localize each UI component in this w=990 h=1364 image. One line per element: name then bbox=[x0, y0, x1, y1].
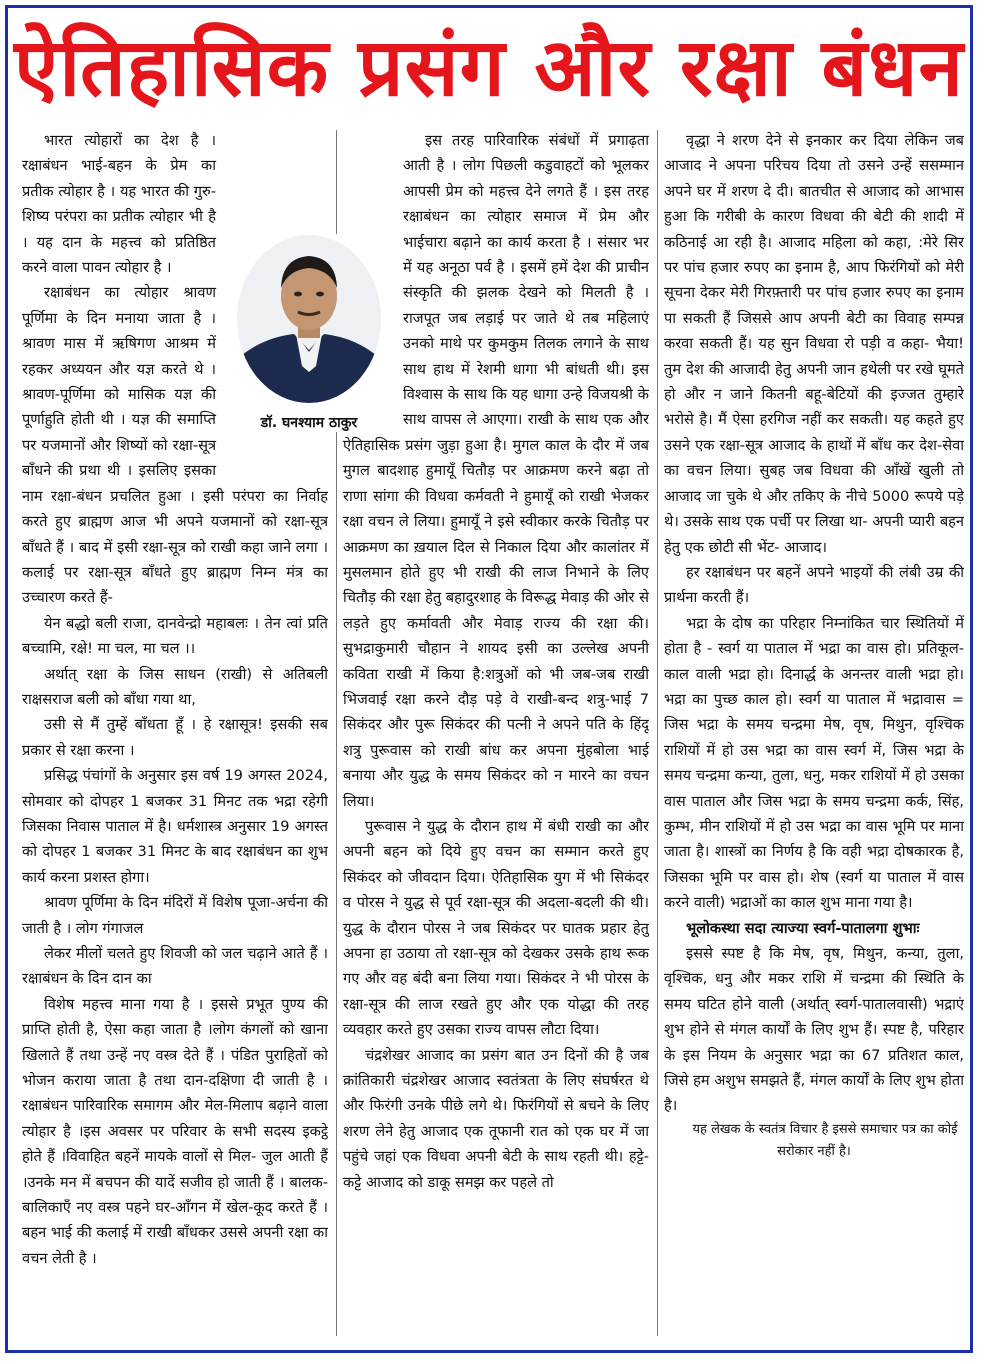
paragraph: हर रक्षाबंधन पर बहनें अपने भाइयों की लंबी उम्र की प्रार्थना करती हैं। bbox=[664, 563, 964, 607]
headline: ऐतिहासिक प्रसंग और रक्षा बंधन bbox=[14, 21, 964, 114]
paragraph: उसी से मैं तुम्हें बाँधता हूँ । हे रक्षासूत्र! इसकी सब प्रकार से रक्षा करना । bbox=[22, 716, 328, 759]
paragraph: इस तरह पारिवारिक संबंधों में प्रगाढ़ता आती है । लोग पिछली कडुवाहटों को भूलकर आपसी प्रेम को महत्त्व देने लगते हैं । इस तरह रक्षाबंधन का त्योहार समाज में प्रेम और भाईचारा बढ़ाने का कार्य करता है । संसार भर में यह अनूठा पर्व है । इसमें हमें देश की प्राचीन संस्कृति की झलक देखने को मिलती है । राजपूत जब लड़ाई पर जाते थे तब महिलाएं उनको माथे पर कुमकुम तिलक लगाने के साथ साथ हाथ में रेशमी धागा भी बांधती थी। इस विश्वास के साथ कि यह धागा उन्हे विजयश्री के साथ वापस ले आएगा। राखी के साथ एक और ऐतिहासिक प्रसंग जुड़ा हुआ है। मुगल काल के दौर में जब मुगल बादशाह हुमायूँ चितौड़ पर आक्रमण करने बढ़ा तो राणा सांगा की विधवा कर्मवती ने हुमायूँ को राखी भेजकर रक्षा वचन ले लिया। हुमायूँ ने इसे स्वीकार करके चितौड़ पर आक्रमण का ख़याल दिल से निकाल दिया और कालांतर में मुसलमान होते हुए भी राखी की लाज निभाने के लिए चितौड़ की रक्षा हेतु बहादुरशाह के विरूद्ध मेवाड़ की ओर से लड़ते हुए कर्मावती और मेवाड़ राज्य की रक्षा की। सुभद्राकुमारी चौहान ने शायद इसी का उल्लेख अपनी कविता राखी में किया है:शत्रुओं को भी जब-जब राखी भिजवाई रक्षा करने दौड़ पड़े वे राखी-बन्द शत्रु-भाई 7 सिकंदर और पुरू सिकंदर की पत्नी ने अपने पति के हिंदू शत्रु पुरूवास को राखी बांध कर अपना मुंहबोला भाई बनाया और युद्ध के समय सिकंदर को न मारने का वचन लिया। bbox=[343, 132, 649, 810]
author-portrait-image bbox=[234, 234, 384, 404]
paragraph: लेकर मीलों चलते हुए शिवजी को जल चढ़ाने आते हैं । रक्षाबंधन के दिन दान का bbox=[22, 945, 328, 988]
shloka: भूलोकस्था सदा त्याज्या स्वर्ग-पातालगा शुभाः bbox=[686, 919, 920, 937]
column-divider bbox=[657, 130, 658, 1336]
closing-paragraph: इससे स्पष्ट है कि मेष, वृष, मिथुन, कन्या, तुला, वृश्चिक, धनु और मकर राशि में चन्द्रमा की स्थिति के समय घटित होने वाली (अर्थात् स्वर्ग-पातालवासी) भद्राएं शुभ होने से मंगल कार्यों के लिए शुभ हैं। स्पष्ट है, परिहार के इस नियम के अनुसार भद्रा का 67 प्रतिशत काल, जिसे हम अशुभ समझते हैं, मंगल कार्यों के लिए शुभ होता है। bbox=[664, 945, 964, 1115]
paragraph: विशेष महत्त्व माना गया है । इससे प्रभूत पुण्य की प्राप्ति होती है, ऐसा कहा जाता है ।लोग कंगलों को खाना खिलाते हैं तथा उन्हें नए वस्त्र देते हैं । पंडित पुराहितों को भोजन कराया जाता है तथा दान-दक्षिणा दी जाती है । रक्षाबंधन पारिवारिक समागम और मेल-मिलाप बढ़ाने वाला त्योहार है ।इस अवसर पर परिवार के सभी सदस्य इकट्ठे होते हैं ।विवाहित बहनें मायके वालों से मिल- जुल आती हैं ।उनके मन में बचपन की यादें सजीव हो जाती हैं । बालक-बालिकाएँ नए वस्त्र पहने घर-आँगन में खेल-कूद करते हैं ।बहन भाई की कलाई में राखी बाँधकर उससे अपनी रक्षा का वचन लेती है । bbox=[22, 995, 328, 1267]
author-photo bbox=[226, 234, 392, 432]
paragraph: पुरूवास ने युद्ध के दौरान हाथ में बंधी राखी का और अपनी बहन को दिये हुए वचन का सम्मान करते हुए सिकंदर को जीवदान दिया। ऐतिहासिक युग में भी सिकंदर व पोरस ने युद्ध से पूर्व रक्षा-सूत्र की अदला-बदली की थी। युद्ध के दौरान पोरस ने जब सिकंदर पर घातक प्रहार हेतु अपना हा उठाया तो रक्षा-सूत्र को देखकर उसके हाथ रूक गए और वह बंदी बना लिया गया। सिकंदर ने भी पोरस के रक्षा-सूत्र की लाज रखते हुए और एक योद्धा की तरह व्यवहार करते हुए उसका राज्य वापस लौटा दिया। bbox=[343, 817, 649, 1039]
author-byline: डॉ. घनश्याम ठाकुर bbox=[260, 415, 358, 431]
paragraph: भारत त्योहारों का देश है । रक्षाबंधन भाई-बहन के प्रेम का प्रतीक त्योहार है । यह भारत की गुरु-शिष्य परंपरा का प्रतीक त्योहार भी है । यह दान के महत्त्व को प्रतिष्ठित करने वाला पावन त्योहार है । bbox=[22, 132, 216, 277]
paragraph: रक्षाबंधन का त्योहार श्रावण पूर्णिमा के दिन मनाया जाता है । श्रावण मास में ऋषिगण आश्रम में रहकर अध्ययन और यज्ञ करते थे ।श्रावण-पूर्णिमा को मासिक यज्ञ की पूर्णाहुति होती थी । यज्ञ की समाप्ति पर यजमानों और शिष्यों को रक्षा-सूत्र बाँधने की प्रथा थी । इसलिए इसका नाम रक्षा-बंधन प्रचलित हुआ । इसी परंपरा का निर्वाह करते हुए ब्राह्मण आज भी अपने यजमानों को रक्षा-सूत्र बाँधते हैं । बाद में इसी रक्षा-सूत्र को राखी कहा जाने लगा । कलाई पर रक्षा-सूत्र बाँधते हुए ब्राह्मण निम्न मंत्र का उच्चारण करते हैं- bbox=[22, 284, 328, 607]
article-column-3 bbox=[664, 128, 964, 1340]
disclaimer: यह लेखक के स्वतंत्र विचार है इससे समाचार पत्र का कोई सरोकार नहीं है। bbox=[692, 1121, 958, 1159]
mantra: येन बद्धो बली राजा, दानवेन्द्रो महाबलः । तेन त्वां प्रति बच्चामि, रक्षे! मा चल, मा चल ।। bbox=[22, 614, 328, 658]
paragraph: वृद्धा ने शरण देने से इनकार कर दिया लेकिन जब आजाद ने अपना परिचय दिया तो उसने उन्हें ससम्मान अपने घर में शरण दे दी। बातचीत से आजाद को आभास हुआ कि गरीबी के कारण विधवा की बेटी की शादी में कठिनाई आ रही है। आजाद महिला को कहा, :मेरे सिर पर पांच हजार रुपए का इनाम है, आप फिरंगियों को मेरी सूचना देकर मेरी गिरफ़्तारी पर पांच हजार रुपए का इनाम पा सकती हैं जिससे आप अपनी बेटी का विवाह सम्पन्न करवा सकती हैं। यह सुन विधवा रो पड़ी व कहा- भैया! तुम देश की आजादी हेतु अपनी जान हथेली पर रखे घूमते हो और न जाने कितनी बहू-बेटियों की इज्जत तुम्हारे भरोसे है। मैं ऐसा हरगिज नहीं कर सकती। यह कहते हुए उसने एक रक्षा-सूत्र आजाद के हाथों में बाँध कर देश-सेवा का वचन लिया। सुबह जब विधवा की आँखें खुली तो आजाद जा चुके थे और तकिए के नीचे 5000 रूपये पड़े थे। उसके साथ एक पर्ची पर लिखा था- अपनी प्यारी बहन हेतु एक छोटी सी भेंट- आजाद। bbox=[664, 132, 964, 556]
newspaper-article bbox=[5, 5, 973, 1353]
paragraph: प्रसिद्ध पंचांगों के अनुसार इस वर्ष 19 अगस्त 2024, सोमवार को दोपहर 1 बजकर 31 मिनट तक भद्रा रहेगी जिसका निवास पाताल में है। धर्मशास्त्र अनुसार 19 अगस्त को दोपहर 1 बजकर 31 मिनट के बाद रक्षाबंधन का शुभ कार्य करना प्रशस्त होगा। bbox=[22, 767, 328, 886]
paragraph: चंद्रशेखर आजाद का प्रसंग बात उन दिनों की है जब क्रांतिकारी चंद्रशेखर आजाद स्वतंत्रता के लिए संघर्षरत थे और फिरंगी उनके पीछे लगे थे। फिरंगियों से बचने के लिए शरण लेने हेतु आजाद एक तूफानी रात को एक घर में जा पहुंचे जहां एक विधवा अपनी बेटी के साथ रहती थी। हट्टे-कट्टे आजाद को डाकू समझ कर पहले तो bbox=[343, 1046, 649, 1191]
paragraph: श्रावण पूर्णिमा के दिन मंदिरों में विशेष पूजा-अर्चना की जाती है । लोग गंगाजल bbox=[22, 894, 328, 937]
paragraph: अर्थात् रक्षा के जिस साधन (राखी) से अतिबली राक्षसराज बली को बाँधा गया था, bbox=[22, 665, 328, 708]
paragraph: भद्रा के दोष का परिहार निम्नांकित चार स्थितियों में होता है - स्वर्ग या पाताल में भद्रा का वास हो। प्रतिकूल-काल वाली भद्रा हो। दिनार्द्ध के अनन्तर वाली भद्रा हो। भद्रा का पुच्छ काल हो। स्वर्ग या पाताल में भद्रावास = जिस भद्रा के समय चन्द्रमा मेष, वृष, मिथुन, वृश्चिक राशियों में हो उस भद्रा का वास स्वर्ग में, जिस भद्रा के समय चन्द्रमा कन्या, तुला, धनु, मकर राशियों में हो उसका वास पाताल और जिस भद्रा के समय चन्द्रमा कर्क, सिंह, कुम्भ, मीन राशियों में हो उस भद्रा का वास भूमि पर माना जाता है। शास्त्रों का निर्णय है कि वही भद्रा दोषकारक है, जिसका भूमि पर वास हो। शेष (स्वर्ग या पाताल में वास करने वाली) भद्राओं का काल शुभ माना गया है। bbox=[664, 614, 964, 912]
